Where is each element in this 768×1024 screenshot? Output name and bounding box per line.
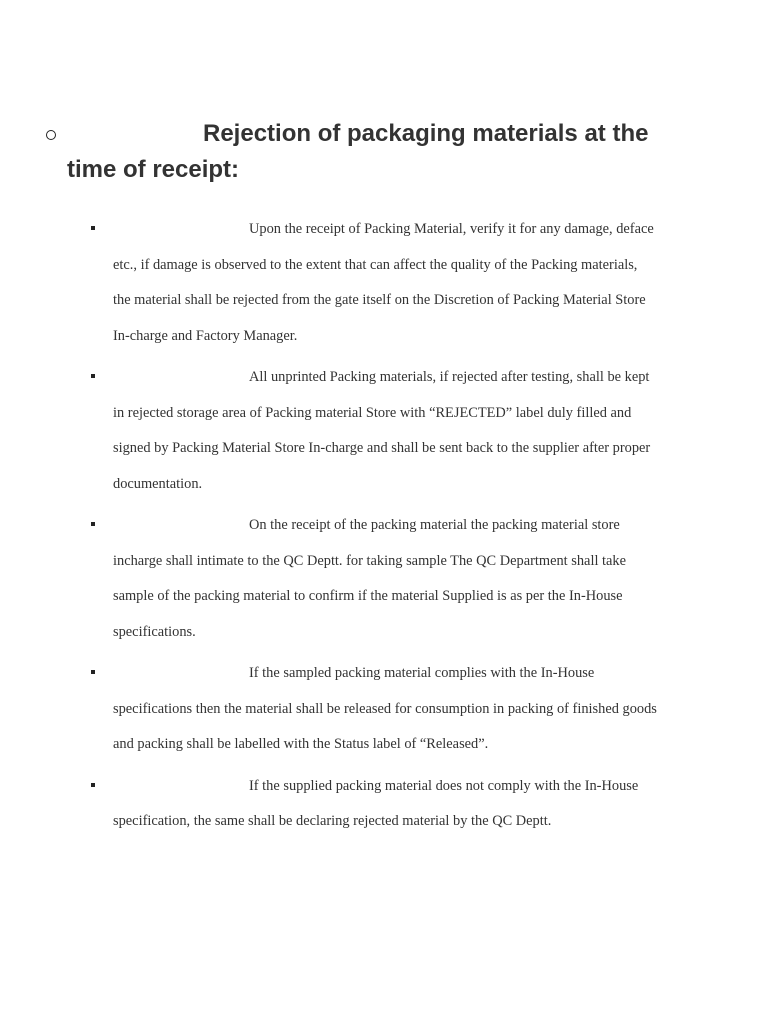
square-bullet-icon	[91, 374, 95, 378]
square-bullet-icon	[91, 226, 95, 230]
list-item-text: If the sampled packing material complies with the In-House specifications then the material shall be released for consumption in packing of finished goods and packing shall be labelled with the Status label of “Released”.	[113, 665, 657, 752]
procedure-list	[0, 212, 768, 846]
list-item	[0, 656, 768, 763]
square-bullet-icon	[91, 783, 95, 787]
hollow-circle-bullet-icon	[46, 130, 56, 140]
list-item-text: On the receipt of the packing material the packing material store incharge shall intimate to the QC Deptt. for taking sample The QC Department shall take sample of the packing material to confirm if the material Supplied is as per the In-House specifications.	[113, 517, 627, 640]
square-bullet-icon	[91, 522, 95, 526]
square-bullet-icon	[91, 670, 95, 674]
list-item	[0, 360, 768, 502]
section-heading: Rejection of packaging materials at the time of receipt:	[67, 120, 649, 183]
list-item	[0, 769, 768, 840]
list-item	[0, 212, 768, 354]
list-item-text: All unprinted Packing materials, if rejected after testing, shall be kept in rejected storage area of Packing material Store with “REJECTED” label duly filled and signed by Packing Material Store In-charge and shall be sent back to the supplier after proper documentation.	[113, 369, 651, 492]
list-item	[0, 508, 768, 650]
list-item-text: Upon the receipt of Packing Material, verify it for any damage, deface etc., if damage is observed to the extent that can affect the quality of the Packing materials, the material shall be rejected from the gate itself on the Discretion of Packing Material Store In-charge and Factory Manager.	[113, 221, 654, 344]
list-item-text: If the supplied packing material does not comply with the In-House specification, the same shall be declaring rejected material by the QC Deptt.	[113, 777, 639, 829]
